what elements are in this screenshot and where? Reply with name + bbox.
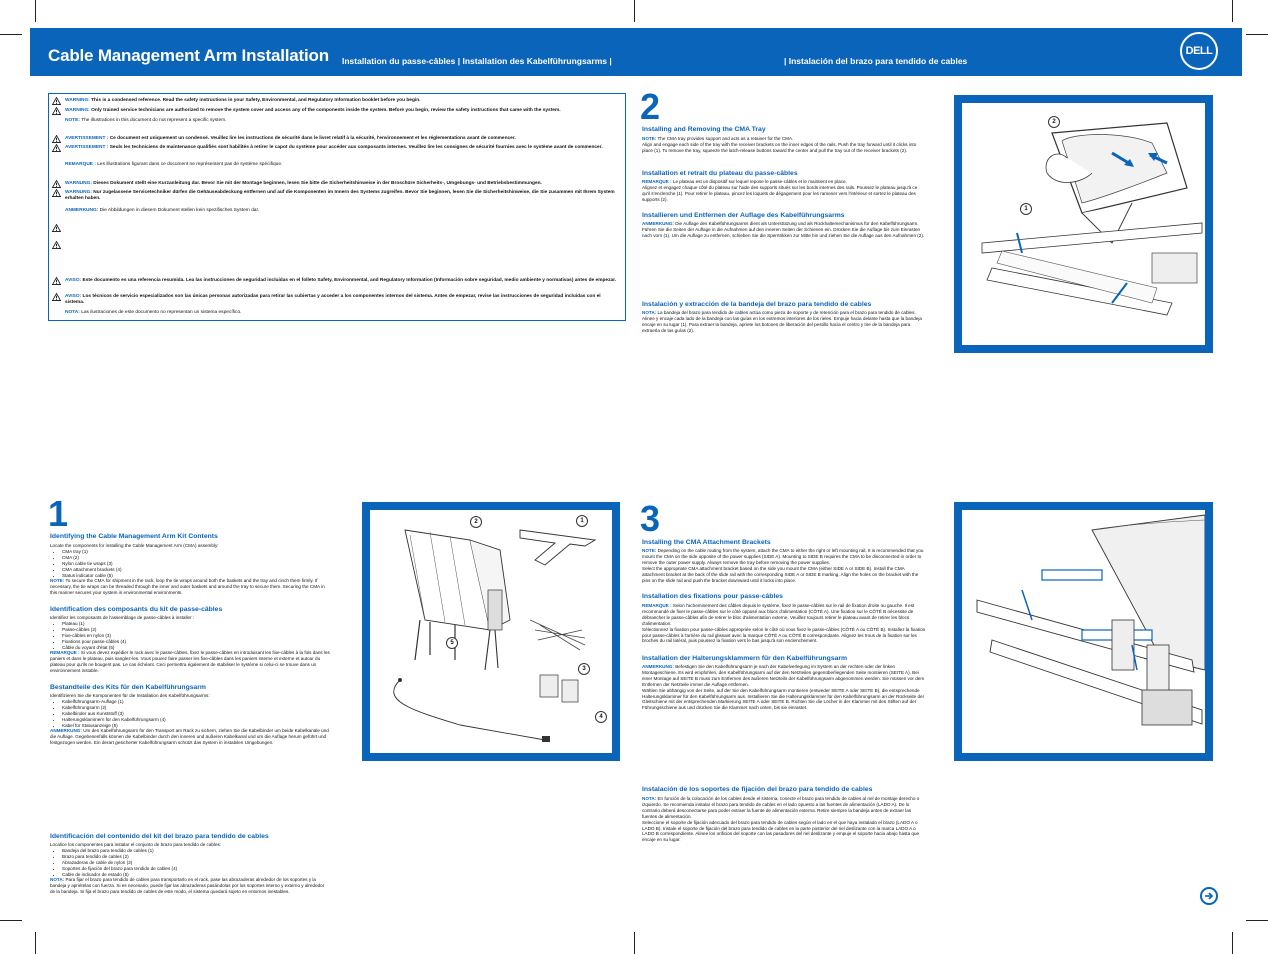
- step3-text-es: NOTA: En función de la colocación de los cables desde el sistema, conecte el brazo para tendido de cables al riel de montaje derecho o izquierdo. Se recomienda instalar el brazo para tendido de cables en el lado opuesto a las fuentes de alimentación (LADO A). De lo contrario deberá desconectarse para poder extraer la fuente de alimentación externa. Retire siempre la bandeja antes de extraer las fuentes de alimentación. Seleccione el soporte de fijación adecuado del brazo para tendido de cables según el lado en el que haya instalado el brazo (LADO A o LADO B). Instale el soporte de fijación del brazo para tendido de cables en la parte posterior del riel deslizante con la marca LADO A o LADO B correspondiente. Alinee los orificios del soporte con las pasadores del riel deslizante y empuje el soporte hacia abajo hasta que encaje en su lugar.: [642, 796, 920, 843]
- note-label: REMARQUE :: [65, 162, 96, 167]
- step1-heading-de: Bestandteile des Kits für den Kabelführungsarm: [50, 684, 206, 691]
- attachment-brackets-illustration: [962, 510, 1205, 753]
- crop-mark: [1246, 920, 1268, 921]
- warning-text: Dieses Dokument stellt eine Kurzanleitung dar. Bevor Sie mit der Montage beginnen, lesen Sie bitte die Sicherheitshinweise in der Broschüre Sicherheits-, Umgebungs- und Betriebsbestimmungen.: [93, 181, 542, 186]
- fold-mark: [634, 0, 635, 22]
- figure-kit-contents: [362, 502, 620, 761]
- step3-text-de: ANMERKUNG: Befestigen Sie den Kabelführungsarm je nach der Kabelverlegung im System an der rechten oder der linken Montageschiene. Es wird empfohlen, den Kabelführungsarm auf der den Netzteilen gegenüberliegenden Seite montieren (SEITE A). Bei einer Montage auf SEITE B muss zum Entfernen des äußeren Netzteils der Kabelführungsarm abgenommen werden. Sie müssen vor dem Entfernen der Netzteile immer die Auflage entfernen. Wählen Sie abhängig von der Seite, auf der Sie den Kabelführungsarm montieren (entweder SEITE A oder SEITE B), die entsprechende Halterungsklammer für den Kabelführungsarm aus. Installieren Sie die Halterungsklammer für den Kabelführungsarm an der Rückseite der Gleitschiene mit der entsprechenden Markierung SEITE A oder SEITE B. Richten Sie die Löcher in der Klammer mit den Stiften auf der Führungsschiene aus und drücken Sie die Klammer nach unten, bis sie einrastet.: [642, 664, 925, 711]
- note-text: The illustrations in this document do not represent a specific system.: [81, 118, 227, 123]
- warning-label: AVISO:: [65, 278, 82, 283]
- safety-notice-box: [48, 93, 626, 321]
- warning-text: This is a condensed reference. Read the safety instructions in your Safety, Environmental, and Regulatory Information booklet before you begin.: [91, 98, 421, 103]
- warning-text: Seuls les techniciens de maintenance qualifiés sont habilités à retirer le capot du système pour accéder aux composants internes. Veuillez lire les consignes de sécurité fournies avec le système avant de commencer.: [109, 145, 603, 150]
- warning-text: Los técnicos de servicio especializados son las únicas personas autorizadas para retirar las cubiertas y acceder a los componentes internos del sistema. Antes de empezar, revise las instrucciones de seguridad incluidas con el sistema.: [65, 294, 601, 306]
- step3-heading-de: Installation der Halterungsklammern für den Kabelführungsarm: [642, 655, 848, 662]
- step1-heading-en: Identifying the Cable Management Arm Kit Contents: [50, 533, 218, 540]
- warning-label: WARNING:: [65, 108, 90, 113]
- step2-text-de: ANMERKUNG: Die Auflage des Kabelführungsarms dient als Unterstützung und als Rückhaltemechanismus für den Kabelführungsarm. Führen Sie die Seiten der Auflage in die Aufnahmen auf den inneren Seiten der Schienen ein. Drücken Sie die Auflage bis zum Einrasten nach vorn (1). Um die Auflage zu entfernen, schieben Sie die Sperrtrikken zur Mitte hin und ziehen Sie die Auflage aus den Aufnahmen (2).: [642, 221, 925, 238]
- cma-tray-illustration: [962, 103, 1205, 345]
- dell-logo: DELL: [1180, 32, 1218, 70]
- warning-triangle-icon: [52, 224, 61, 232]
- note-text: Las ilustraciones de este documento no representan un sistema específico.: [81, 310, 242, 315]
- warning-label: AVISO:: [65, 294, 82, 299]
- callout-1: 1: [1020, 203, 1032, 215]
- step3-heading-en: Installing the CMA Attachment Brackets: [642, 539, 771, 546]
- step3-heading-es: Instalación de los soportes de fijación del brazo para tendido de cables: [642, 786, 873, 793]
- callout-1: 1: [576, 515, 588, 527]
- next-page-button[interactable]: [1200, 887, 1218, 905]
- header-banner: [30, 28, 1242, 76]
- crop-mark: [35, 0, 36, 22]
- figure-attachment-brackets: [954, 502, 1213, 761]
- warning-label: AVERTISSEMENT :: [65, 136, 109, 141]
- crop-mark: [1246, 34, 1268, 35]
- step1-text-de: Identifizieren Sie die Komponenten für die Installation des Kabelführungsarms: • Kabelführungsarm-Auflage (1) • Kabelführungsarm (2) • Kabelbinder aus Kunststoff (3) • Halterungsklammern für den Kabelführungsarm (4) • Kabel für Statusanzeige (5) ANMERKUNG: Um den Kabelführungsarm für den Transport am Rack zu sichern, ziehen Sie die Kabelbinder um beide Kabelkanäle und die Auflage. Gegebenenfalls können die Kabelbinder durch den inneren und äußeren Kabelkanal und um die Auflage herum geführt und festgezogen werden. Ein derart gesicherter Kabelführungsarm schützt das System in instabilen Umgebungen.: [50, 693, 330, 746]
- crop-mark: [0, 920, 22, 921]
- next-arrow-icon: [1202, 889, 1216, 903]
- callout-5: 5: [446, 637, 458, 649]
- kit-list-en: • CMA tray (1) • CMA (2) • Nylon cable tie wraps (3) • CMA attachment brackets (4) • Status indicator cable (5): [50, 549, 330, 579]
- warning-label: WARNUNG:: [65, 181, 92, 186]
- warning-text: Nur zugelassene Servicetechniker dürfen die Gehäuseabdeckung entfernen und auf die Komponenten im Innern des Systems zugreifen. Bevor Sie beginnen, lesen Sie die Sicherheitshinweise, die Sie zusammen mit Ihrem System erhalten haben.: [65, 190, 615, 202]
- subtitle-es: | Instalación del brazo para tendido de cables: [784, 56, 968, 66]
- kit-contents-illustration: [370, 510, 612, 753]
- kit-list-es: • Bandeja del brazo para tendido de cables (1) • Brazo para tendido de cables (2) • Abrazaderas de cable de nylon (3) • Soportes de fijación del brazo para tendido de cables (4) • Cable de indicador de estado (5): [50, 848, 330, 878]
- step1-heading-fr: Identification des composants du kit de passe-câbles: [50, 606, 223, 613]
- step1-text-en: Locate the components for installing the Cable Management Arm (CMA) assembly: • CMA tray (1) • CMA (2) • Nylon cable tie wraps (3) • CMA attachment brackets (4) • Status indicator cable (5) NOTE: To secure the CMA for shipment in the rack, loop the tie wraps around both the baskets and the tray and cinch them firmly. If necessary, the tie wraps can be threaded through the inner and outer baskets and around the tray to secure them. Securing the CMA in this manner secures your system in environmental environments.: [50, 543, 330, 596]
- step2-text-fr: REMARQUE : Le plateau est un dispositif sur lequel repose le passe-câbles et le maintient en place. Alignez et engagez chaque côté du plateau sur l'aide des supports situés sur les bords internes des rails. Poussez le plateau jusqu'à ce qu'il s'enclenche (1). Pour retirer le plateau, pincez les loquets de dégagement pour les ramener vers l'intérieur et sortez le plateau des supports (2).: [642, 179, 918, 202]
- step-number-1: 1: [48, 493, 69, 534]
- page-title: Cable Management Arm Installation: [48, 46, 329, 65]
- fold-mark: [634, 932, 635, 954]
- warning-triangle-icon: [52, 241, 61, 249]
- figure-cma-tray: [954, 95, 1213, 353]
- crop-mark: [0, 34, 22, 35]
- step2-text-es: NOTA: La bandeja del brazo para tendido de cables actúa como pieza de soporte y de retención para el brazo para tendido de cables. Alinee y encaje cada lado de la bandeja con las guías en los extremos interiores de los rieles. Empuje hacia delante hasta que la bandeja encaje en su lugar (1). Para extraer la bandeja, apriete los botones de liberación del pestillo hacia el centro y tire de la bandeja para extraerla de las guías (2).: [642, 310, 922, 333]
- warning-triangle-icon: [52, 180, 61, 188]
- step2-heading-de: Installieren und Entfernen der Auflage des Kabelführungsarms: [642, 212, 845, 219]
- step2-heading-es: Instalación y extracción de la bandeja del brazo para tendido de cables: [642, 301, 872, 308]
- warning-text: Este documento es una referencia resumida. Lea las instrucciones de seguridad incluidas en el folleto Safety, Environmental, and Regulatory Information (Información sobre seguridad, medio ambiente y normativas) antes de empezar.: [82, 278, 617, 283]
- note-label: ANMERKUNG:: [65, 208, 99, 213]
- callout-4: 4: [595, 711, 607, 723]
- note-text: Die Abbildungen in diesem Dokument stellen kein spezifisches System dar.: [99, 208, 260, 213]
- callout-2: 2: [470, 516, 482, 528]
- note-text: Les illustrations figurant dans ce document ne représentent pas de système spécifique.: [97, 162, 283, 167]
- step-number-2: 2: [640, 86, 661, 127]
- callout-3: 3: [578, 663, 590, 675]
- step1-text-fr: Identifiez les composants de l'assemblage de passe-câbles à installer : • Plateau (1) • Passe-câbles (2) • Fixe-câbles en nylon (3) • Fixations pour passe-câbles (4) • Câble du voyant d'état (5) REMARQUE : Si vous devez expédier le rack avec le passe-câbles, fixez le passe-câbles en introduisant les fixe-câbles à la fois dans les paniers et dans le plateau, puis sanglez-les. Vous pouvez faire passer les fixe-câbles dans les paniers interne et externe et autour du plateau pour qu'ils ne bougent pas. Le cas échéant. Ceci permettra également de stabiliser le système si celui-ci se trouve dans un environnement instable.: [50, 615, 330, 674]
- step1-text-es: Localice los componentes para instalar el conjunto de brazo para tendido de cables: • Bandeja del brazo para tendido de cables (1) • Brazo para tendido de cables (2) • Abrazaderas de cable de nylon (3) • Soportes de fijación del brazo para tendido de cables (4) • Cable de indicador de estado (5) NOTA: Para fijar el brazo para tendido de cables para transportarlo en el rack, pase las abrazaderas alrededor de los soportes y la bandeja y apriételas con fuerza. Si es necesario, puede fijar las abrazaderas pasándolas por los soportes interno y externo y alrededor de la bandeja. Si fija el brazo para tendido de cables de este modo, el sistema quedará sujeto en entornos inestables.: [50, 842, 330, 895]
- step1-heading-es: Identificación del contenido del kit del brazo para tendido de cables: [50, 833, 269, 840]
- crop-mark: [1232, 0, 1233, 22]
- warning-label: WARNUNG:: [65, 190, 92, 195]
- warning-label: WARNING:: [65, 98, 90, 103]
- warning-triangle-icon: [52, 135, 61, 143]
- warning-triangle-icon: [52, 189, 61, 197]
- crop-mark: [35, 932, 36, 954]
- warning-triangle-icon: [52, 277, 61, 285]
- step2-heading-fr: Installation et retrait du plateau du passe-câbles: [642, 170, 798, 177]
- step3-text-fr: REMARQUE : Selon l'acheminement des câbles depuis le système, fixez le passe-câbles sur le rail de fixation droite ou gauche. Il est recommandé de fixer le passe-câbles sur le côté opposé aux blocs d'alimentation (CÔTÉ A). Une fixation sur le CÔTÉ B nécessite de débrancher le passe-câbles afin de retirer le bloc d'alimentation externe. Veuillez toujours retirer le plateau avant de retirer les blocs d'alimentation. Sélectionnez la fixation pour passe-câbles appropriée selon le côté où vous fixez le passe-câbles (CÔTÉ A ou CÔTÉ B). Installez la fixation pour passe-câbles à l'arrière du rail glissant avec la marque CÔTÉ A ou CÔTÉ B correspondante. Alignez les trous de la fixation sur les broches du rail latéral, puis poussez la fixation vers le bas jusqu'à son enclenchement.: [642, 603, 926, 644]
- note-label: NOTA:: [65, 310, 80, 315]
- warning-text: Ce document est uniquement un condensé. Veuillez lire les instructions de sécurité dans le livret relatif à la sécurité, l'environnement et les réglementations avant de commencer.: [109, 136, 516, 141]
- warning-triangle-icon: [52, 144, 61, 152]
- warning-triangle-icon: [52, 293, 61, 301]
- kit-list-de: • Kabelführungsarm-Auflage (1) • Kabelführungsarm (2) • Kabelbinder aus Kunststoff (3) • Halterungsklammern für den Kabelführungsarm (4) • Kabel für Statusanzeige (5): [50, 699, 330, 729]
- warning-triangle-icon: [52, 97, 61, 105]
- kit-list-fr: • Plateau (1) • Passe-câbles (2) • Fixe-câbles en nylon (3) • Fixations pour passe-câbles (4) • Câble du voyant d'état (5): [50, 621, 330, 651]
- warning-label: AVERTISSEMENT :: [65, 145, 109, 150]
- step3-heading-fr: Installation des fixations pour passe-câbles: [642, 593, 783, 600]
- subtitle-fr-de: Installation du passe-câbles | Installation des Kabelführungsarms |: [342, 56, 612, 66]
- crop-mark: [1232, 932, 1233, 954]
- callout-2: 2: [1048, 116, 1060, 128]
- note-label: NOTE:: [65, 118, 80, 123]
- warning-text: Only trained service technicians are authorized to remove the system cover and access any of the components inside the system. Before you begin, review the safety instructions that came with the system.: [91, 108, 561, 113]
- step-number-3: 3: [640, 498, 661, 539]
- step2-heading-en: Installing and Removing the CMA Tray: [642, 126, 766, 133]
- step2-text-en: NOTE: The CMA tray provides support and acts as a retainer for the CMA. Align and engage each side of the tray with the receiver brackets on the inner edges of the rails. Push the tray forward until it clicks into place (1). To remove the tray, squeeze the latch-release buttons toward the center and pull the tray out of the receiver brackets (2).: [642, 136, 917, 153]
- warning-triangle-icon: [52, 107, 61, 115]
- step3-text-en: NOTE: Depending on the cable routing from the system, attach the CMA to either the right or left mounting rail. It is recommended that you mount the CMA on the side opposite of the power supplies (SIDE A). Mounting to SIDE B requires the CMA to be disconnected in order to remove the outer power supply. Always remove the tray before removing the power supplies. Select the appropriate CMA attachment bracket based on the side you mount the CMA (either SIDE A or SIDE B). Install the CMA attachment bracket at the back of the slide rail with the corresponding SIDE A or SIDE B marking. Align the holes on the bracket with the pins on the slide rail and push the bracket downward until it locks into place.: [642, 548, 924, 583]
